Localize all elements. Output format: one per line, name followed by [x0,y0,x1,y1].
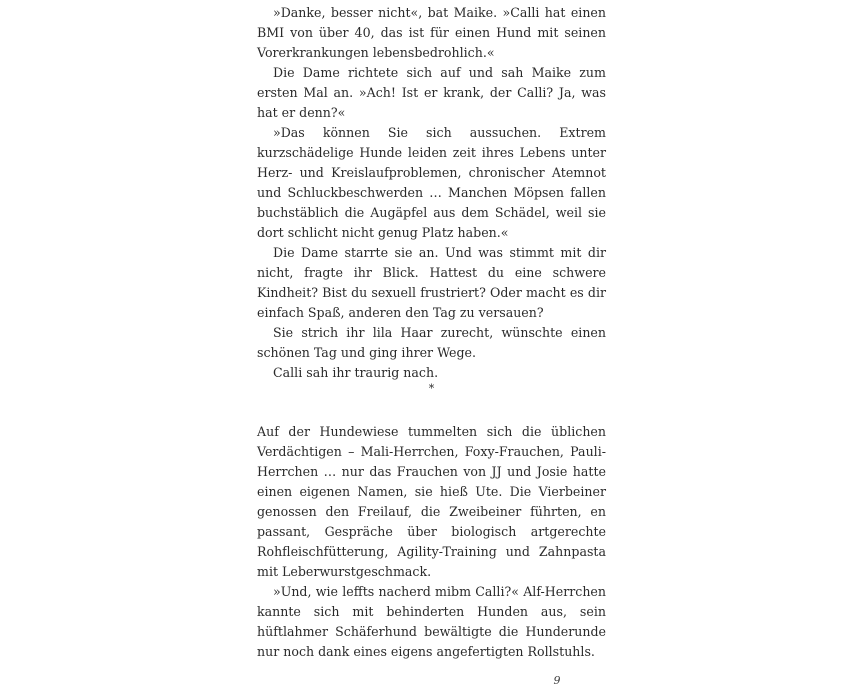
section-separator: * [428,382,435,395]
text-section-top [257,3,606,383]
paragraph: »Und, wie leffts nacherd mibm Calli?« Alf-Herrchen kannte sich mit behinderten Hunden aus, sein hüftlahmer Schäferhund bewältigte die Hunderunde nur noch dank eines eigens angefertigten Rollstuhls. [257,584,606,659]
paragraph: Die Dame richtete sich auf und sah Maike zum ersten Mal an. »Ach! Ist er krank, der Calli? Ja, was hat er denn?« [257,65,606,120]
paragraph: Sie strich ihr lila Haar zurecht, wünschte einen schönen Tag und ging ihrer Wege. [257,325,606,360]
paragraph: »Das können Sie sich aussuchen. Extrem kurzschädelige Hunde leiden zeit ihres Lebens unter Herz- und Kreislaufproblemen, chronischer Atemnot und Schluckbeschwerden … Manchen Möpsen fallen buchstäblich die Augäpfel aus dem Schädel, weil sie dort schlicht nicht genug Platz haben.« [257,125,606,240]
paragraph: Auf der Hundewiese tummelten sich die üblichen Verdächtigen – Mali-Herrchen, Foxy-Frauchen, Pauli-Herrchen … nur das Frauchen von JJ und Josie hatte einen eigenen Namen, sie hieß Ute. Die Vierbeiner genossen den Freilauf, die Zweibeiner führten, en passant, Gespräche über biologisch artgerechte Rohfleischfütterung, Agility-Training und Zahnpasta mit Leberwurstgeschmack. [257,424,606,579]
paragraph: »Danke, besser nicht«, bat Maike. »Calli hat einen BMI von über 40, das ist für einen Hund mit seinen Vorerkrankungen lebensbedrohlich.« [257,5,606,60]
text-section-bottom [257,422,606,662]
paragraph: Die Dame starrte sie an. Und was stimmt mit dir nicht, fragte ihr Blick. Hattest du eine schwere Kindheit? Bist du sexuell frustriert? Oder macht es dir einfach Spaß, anderen den Tag zu versauen? [257,245,606,320]
page-number: 9 [553,674,561,687]
paragraph: Calli sah ihr traurig nach. [273,365,439,380]
